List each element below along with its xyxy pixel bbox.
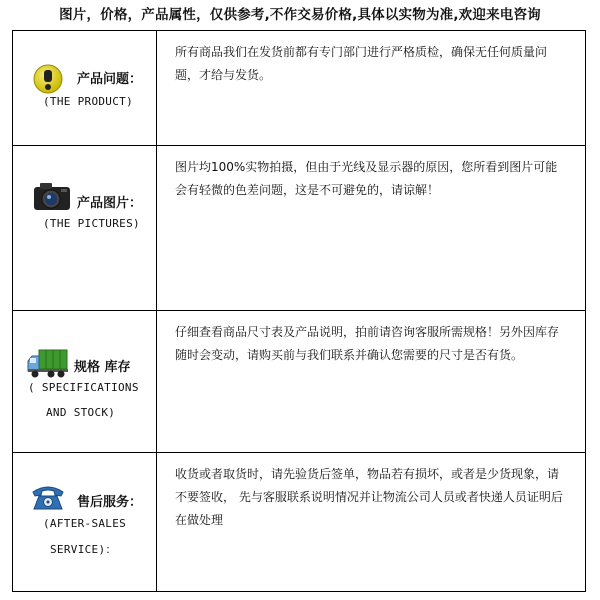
row-pictures-content (157, 146, 585, 310)
row-title: 产品图片： (77, 196, 143, 211)
row-specs-label (13, 311, 156, 452)
row-pictures-label (13, 146, 156, 310)
row-product-label (13, 31, 156, 145)
row-title-en: AND STOCK) (46, 406, 116, 419)
row-title-en: ( SPECIFICATIONS (28, 381, 139, 394)
row-title-en: (THE PRODUCT) (43, 95, 133, 108)
telephone-icon (30, 483, 66, 511)
row-product-content (157, 31, 585, 145)
row-title: 售后服务： (77, 495, 143, 510)
row-title: 产品问题： (77, 72, 143, 87)
row-description: 图片均100%实物拍摄，但由于光线及显示器的原因，您所看到图片可能会有轻微的色差问题，这是不可避免的，请谅解！ (175, 160, 558, 197)
row-title-en: SERVICE)： (50, 543, 117, 556)
row-aftersales-label (13, 453, 156, 592)
camera-icon (32, 180, 72, 212)
row-description: 仔细查看商品尺寸表及产品说明，拍前请咨询客服所需规格！另外因库存随时会变动，请购买前与我们联系并确认您需要的尺寸是否有货。 (175, 325, 560, 362)
row-specs-content (157, 311, 585, 452)
notice-header: 图片，价格，产品属性，仅供参考,不作交易价格,具体以实物为准,欢迎来电咨询 (59, 7, 541, 23)
truck-icon (27, 347, 69, 379)
row-title-en: (AFTER-SALES (43, 517, 127, 530)
row-title: 规格 库存 (74, 360, 131, 375)
row-title-en: (THE PICTURES) (43, 217, 140, 230)
row-description: 收货或者取货时，请先验货后签单，物品若有损坏，或者是少货现象，请不要签收， 先与客服联系说明情况并让物流公司人员或者快递人员证明后在做处理 (175, 467, 563, 527)
row-aftersales-content (157, 453, 585, 592)
exclamation-icon (33, 64, 63, 94)
row-description: 所有商品我们在发货前都有专门部门进行严格质检，确保无任何质量问题，才给与发货。 (175, 45, 548, 82)
